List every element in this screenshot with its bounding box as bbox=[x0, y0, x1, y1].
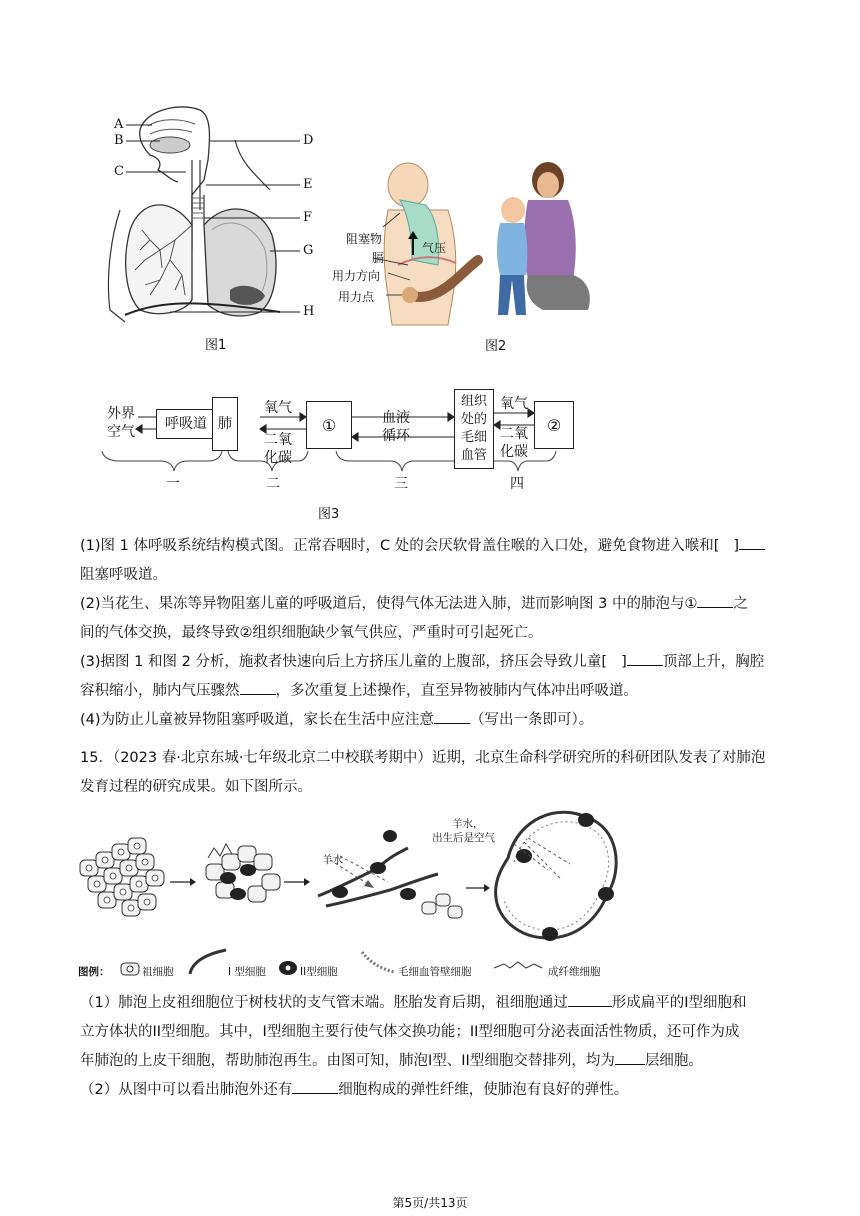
answer-blank[interactable] bbox=[240, 680, 276, 695]
circle-2-box: ② bbox=[534, 401, 574, 449]
label-a: A bbox=[114, 117, 124, 132]
co2-text-1: 二氧 化碳 bbox=[264, 432, 292, 466]
page-footer: 第5页/共13页 bbox=[392, 1196, 468, 1210]
stage-2: 二 bbox=[266, 476, 280, 492]
outside-air-text: 外界 空气 bbox=[107, 406, 135, 440]
q15-part-1-cont: 立方体状的II型细胞。其中，I型细胞主要行使气体交换功能；II型细胞可分泌表面活性物质，还可作为成 bbox=[80, 1024, 740, 1040]
air-after-birth-label: 出生后是空气 bbox=[432, 832, 495, 844]
q15-part-2: （2）从图中可以看出肺泡外还有 细胞构成的弹性纤维，使肺泡有良好的弹性。 bbox=[80, 1076, 790, 1105]
figure-2 bbox=[328, 155, 608, 355]
co2-text-2: 二氧 化碳 bbox=[500, 426, 528, 460]
legend-progenitor: 祖细胞 bbox=[142, 966, 174, 978]
answer-blank[interactable] bbox=[292, 1079, 338, 1094]
question-15-parts bbox=[80, 989, 790, 1105]
q14-part-2-cont: 间的气体交换，最终导致②组织细胞缺少氧气供应，严重时可引起死亡。 bbox=[80, 625, 543, 641]
q14-part-4: (4)为防止儿童被异物阻塞呼吸道，家长在生活中应注意 （写出一条即可）。 bbox=[80, 706, 790, 735]
label-air-pressure: 气压 bbox=[422, 241, 447, 255]
answer-blank[interactable] bbox=[739, 535, 765, 550]
q14-part-3-cont: 容积缩小，肺内气压骤然 ，多次重复上述操作，直至异物被肺内气体冲出呼吸道。 bbox=[80, 677, 790, 706]
answer-blank[interactable] bbox=[615, 1050, 645, 1065]
figure-1-caption: 图1 bbox=[205, 338, 227, 353]
question-14-parts bbox=[80, 532, 790, 735]
figure-2-caption: 图2 bbox=[485, 339, 507, 354]
type-1-cell-icon bbox=[186, 948, 230, 978]
figure-1 bbox=[100, 100, 340, 360]
q14-part-1-cont: 阻塞呼吸道。 bbox=[80, 567, 167, 583]
progenitor-cell-icon bbox=[120, 962, 140, 976]
answer-blank[interactable] bbox=[627, 651, 663, 666]
label-diaphragm: 膈 bbox=[372, 251, 385, 265]
legend-type-2: II型细胞 bbox=[300, 966, 338, 978]
figure-3 bbox=[100, 385, 600, 525]
answer-blank[interactable] bbox=[697, 593, 733, 608]
q14-part-1: (1)图 1 体呼吸系统结构模式图。正常吞咽时，C 处的会厌软骨盖住喉的入口处，避免食物进入喉和[ ] bbox=[80, 532, 790, 561]
type-2-cell-icon bbox=[278, 960, 298, 976]
label-f: F bbox=[303, 210, 313, 225]
label-force-direction: 用力方向 bbox=[332, 269, 381, 283]
label-obstruction: 阻塞物 bbox=[346, 232, 383, 246]
alveolus-development-figure bbox=[78, 798, 618, 988]
lung-box: 肺 bbox=[212, 397, 238, 451]
label-d: D bbox=[303, 133, 314, 148]
amniotic-fluid-label: 羊水 bbox=[322, 854, 343, 866]
capillary-wall-cell-icon bbox=[358, 948, 398, 978]
label-e: E bbox=[303, 177, 313, 192]
fibroblast-icon bbox=[492, 958, 544, 974]
question-15-stem: 15．（2023 春·北京东城·七年级北京二中校联考期中）近期，北京生命科学研究所的科研团队发表了对肺泡 发育过程的研究成果。如下图所示。 bbox=[80, 750, 766, 795]
stage-3: 三 bbox=[394, 476, 408, 492]
amniotic-fluid-label-2: 羊水， bbox=[452, 818, 484, 830]
stage-4: 四 bbox=[510, 476, 524, 492]
capillary-box: 组织 处的 毛细 血管 bbox=[454, 389, 494, 469]
stage-1: 一 bbox=[166, 476, 180, 492]
q14-part-3: (3)据图 1 和图 2 分析，施救者快速向后上方挤压儿童的上腹部，挤压会导致儿童[ ] 顶部上升，胸腔 bbox=[80, 648, 790, 677]
q15-part-1: （1）肺泡上皮祖细胞位于树枝状的支气管末端。胚胎发育后期，祖细胞通过 形成扁平的I型细胞和 bbox=[80, 989, 790, 1018]
answer-blank[interactable] bbox=[434, 709, 470, 724]
blood-circulation-text: 血液 循环 bbox=[382, 410, 410, 444]
label-g: G bbox=[303, 243, 314, 258]
q15-part-1-cont-2: 年肺泡的上皮干细胞，帮助肺泡再生。由图可知，肺泡I型、II型细胞交替排列，均为 层细胞。 bbox=[80, 1047, 790, 1076]
oxygen-text-2: 氧气 bbox=[500, 396, 528, 412]
legend-fibroblast: 成纤维细胞 bbox=[548, 966, 601, 978]
airway-box: 呼吸道 bbox=[156, 409, 216, 439]
oxygen-text-1: 氧气 bbox=[264, 400, 292, 416]
label-force-point: 用力点 bbox=[338, 290, 375, 304]
label-b: B bbox=[114, 133, 124, 148]
legend-title: 图例： bbox=[78, 966, 110, 978]
q14-part-2: (2)当花生、果冻等异物阻塞儿童的呼吸道后，使得气体无法进入肺，进而影响图 3 中的肺泡与① 之 bbox=[80, 590, 790, 619]
figure-3-caption: 图3 bbox=[318, 507, 340, 522]
legend-type-1: I 型细胞 bbox=[228, 966, 266, 978]
alveolus-development-diagram bbox=[78, 798, 618, 948]
circle-1-box: ① bbox=[306, 401, 352, 449]
legend-capillary-wall: 毛细血管壁细胞 bbox=[398, 966, 472, 978]
answer-blank[interactable] bbox=[568, 992, 612, 1007]
label-h: H bbox=[303, 304, 315, 319]
label-c: C bbox=[114, 164, 124, 179]
